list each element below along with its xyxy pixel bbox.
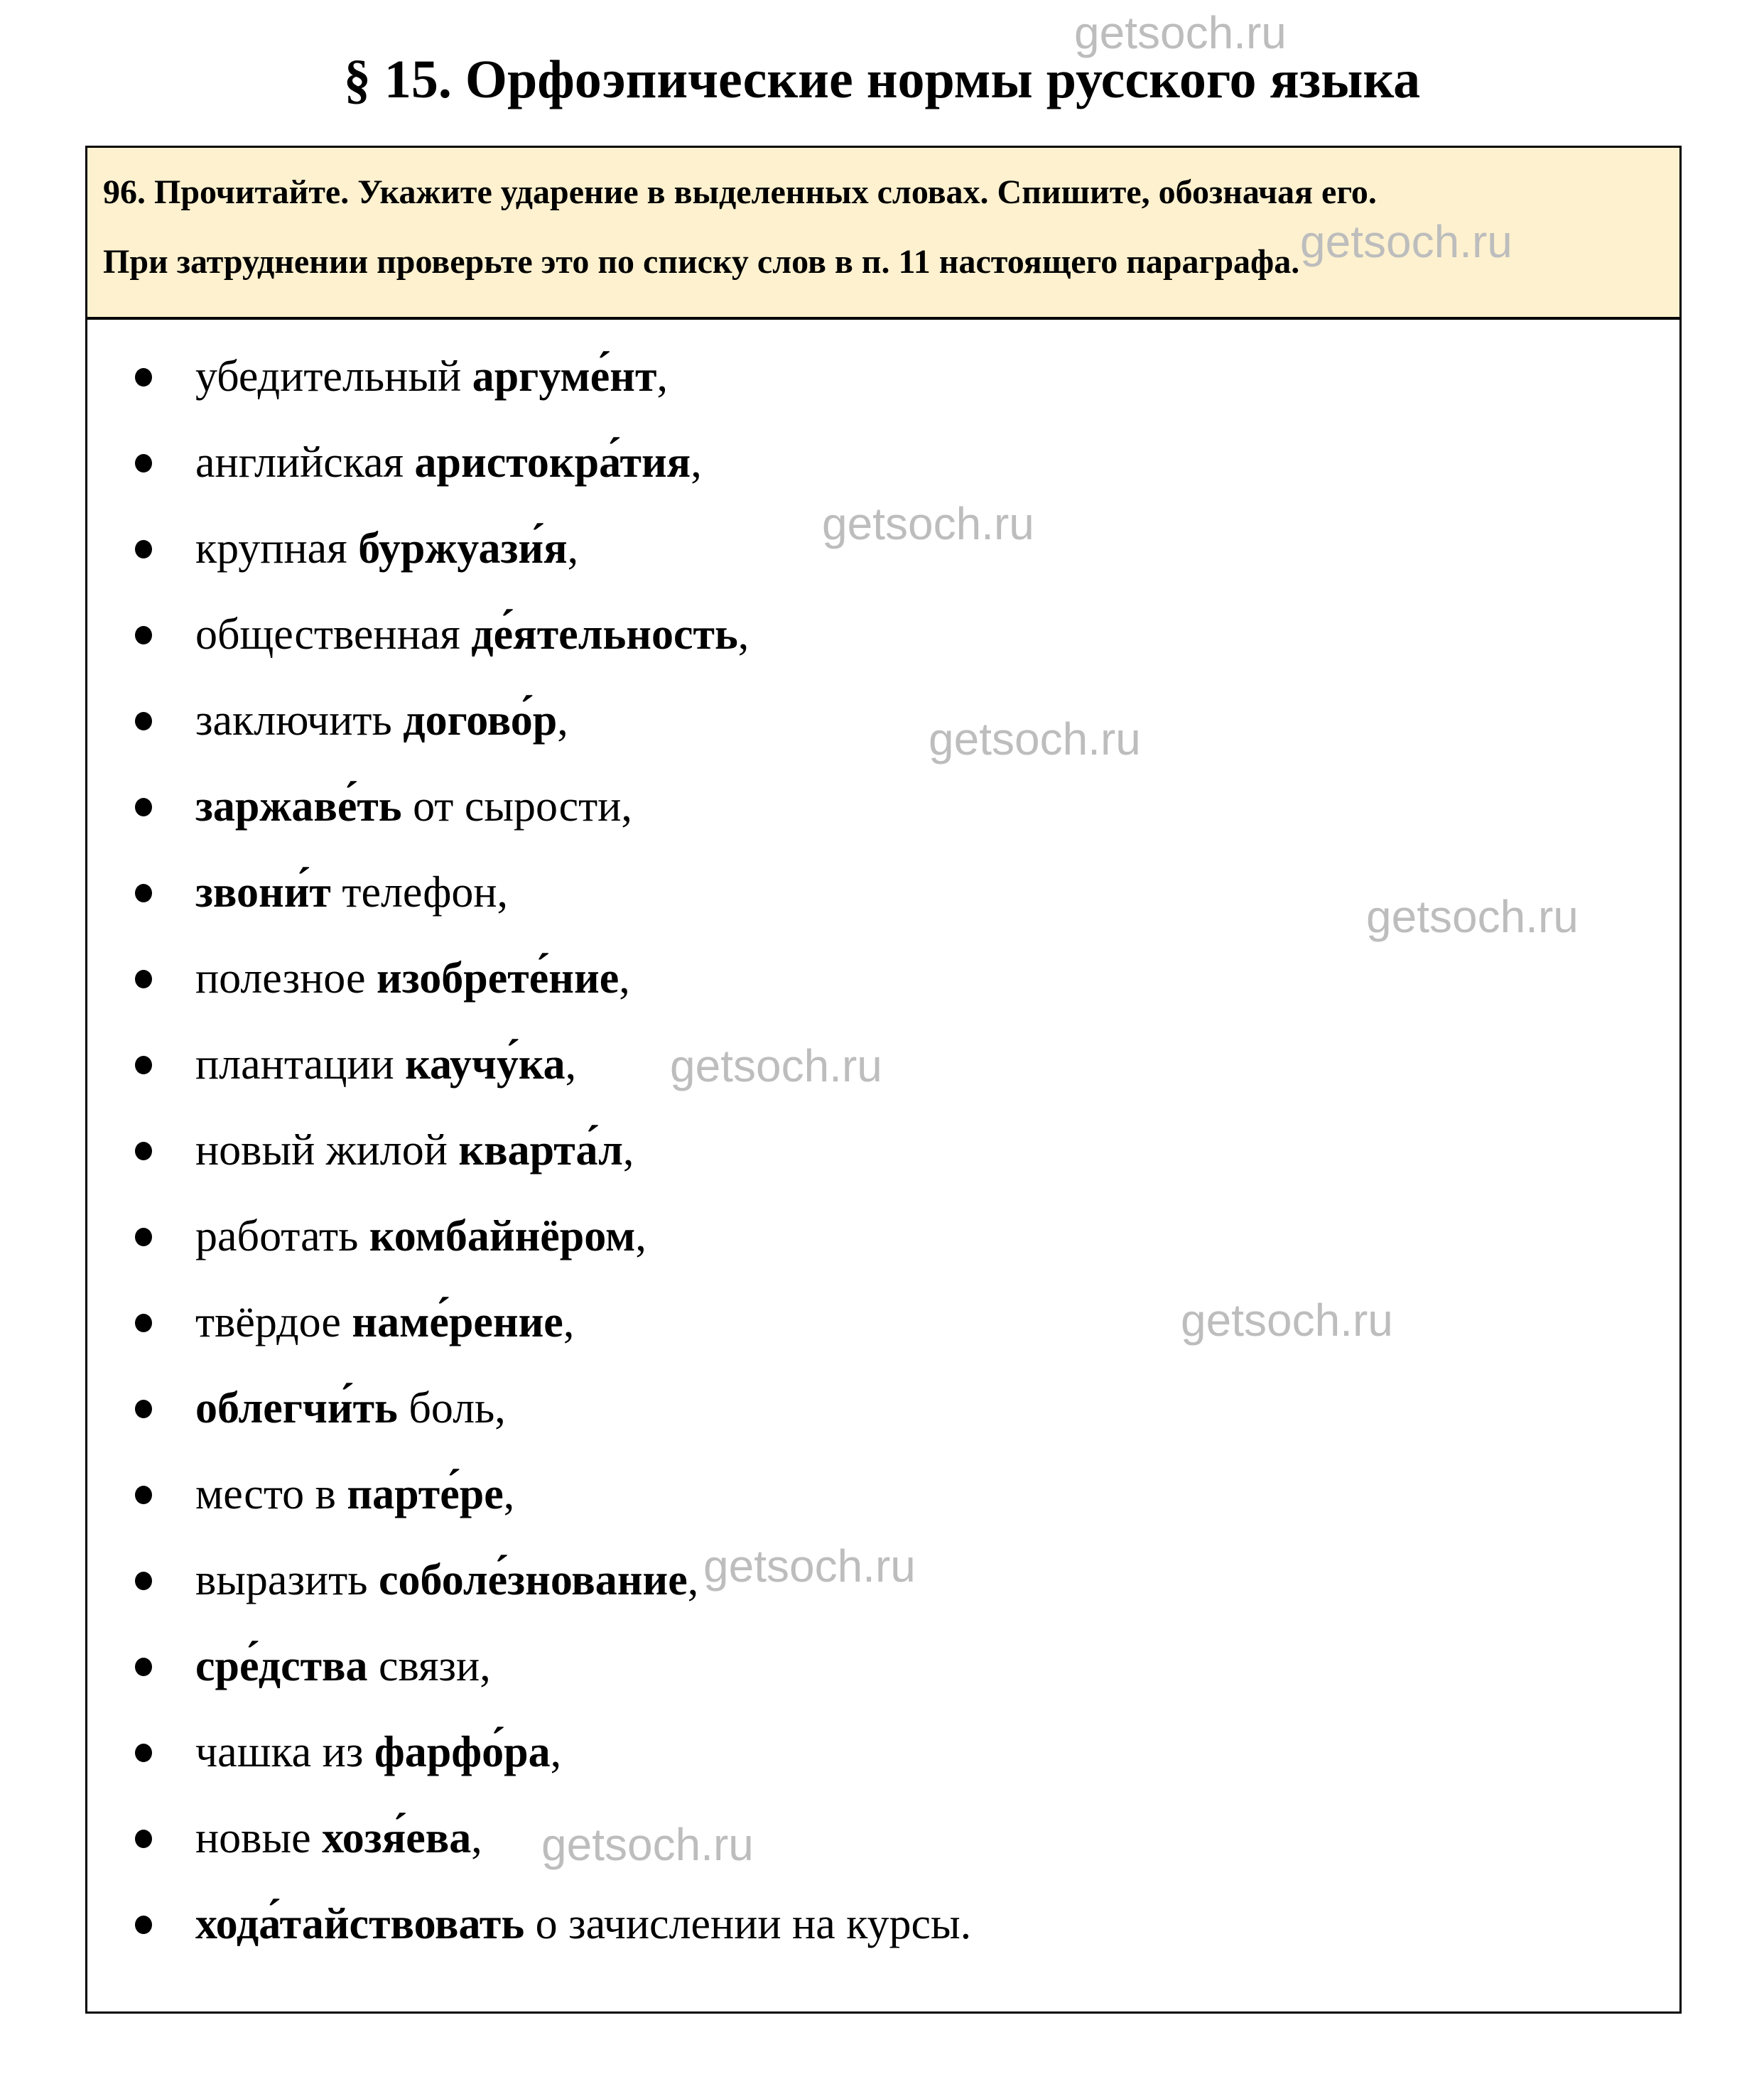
item-stressed-word: хозя́ева	[322, 1814, 472, 1862]
item-text-rest: боль,	[397, 1384, 506, 1432]
item-text-plain: выразить	[195, 1556, 379, 1604]
list-item	[87, 334, 971, 420]
watermark: getsoch.ru	[1366, 891, 1579, 942]
item-text-rest: ,	[563, 1298, 575, 1346]
bullet-icon	[135, 1916, 152, 1934]
task-line-1: 96. Прочитайте. Укажите ударение в выделенных словах. Спишите, обозначая его.	[103, 173, 1377, 211]
bullet-icon	[135, 1572, 152, 1590]
bullet-icon	[135, 884, 152, 902]
bullet-icon	[135, 1744, 152, 1762]
item-stressed-word: парте́ре	[347, 1470, 504, 1518]
item-stressed-word: де́ятельность	[471, 610, 738, 659]
item-stressed-word: облегчи́ть	[195, 1384, 398, 1432]
bullet-icon	[135, 1400, 152, 1418]
item-stressed-word: соболе́знование	[379, 1556, 688, 1604]
bullet-icon	[135, 1658, 152, 1676]
bullet-icon	[135, 1228, 152, 1246]
exercise-box	[85, 146, 1682, 2014]
item-stressed-word: хода́тайствовать	[195, 1900, 525, 1948]
list-item	[87, 1280, 971, 1366]
item-text-rest: телефон,	[330, 868, 509, 917]
bullet-icon	[135, 540, 152, 558]
item-text-plain: новые	[195, 1814, 323, 1862]
item-text-plain: полезное	[195, 954, 377, 1003]
bullet-icon	[135, 970, 152, 988]
list-item	[87, 1796, 971, 1881]
item-stressed-word: аристокра́тия	[414, 438, 691, 487]
watermark: getsoch.ru	[1074, 7, 1287, 58]
list-item	[87, 1452, 971, 1538]
list-item	[87, 1366, 971, 1452]
bullet-icon	[135, 1142, 152, 1160]
item-stressed-word: каучу́ка	[405, 1040, 566, 1089]
item-text-rest: ,	[567, 524, 579, 573]
item-text-rest: ,	[622, 1126, 634, 1174]
item-text-plain: общественная	[195, 610, 472, 659]
watermark: getsoch.ru	[703, 1540, 916, 1592]
bullet-icon	[135, 1314, 152, 1332]
item-text-rest: от сырости,	[401, 782, 632, 831]
bullet-icon	[135, 1486, 152, 1504]
item-text-plain: работать	[195, 1212, 369, 1260]
item-text-plain: заключить	[195, 696, 404, 745]
list-item	[87, 936, 971, 1022]
item-text-plain: новый жилой	[195, 1126, 459, 1174]
item-text-rest: ,	[503, 1470, 515, 1518]
watermark: getsoch.ru	[929, 713, 1141, 765]
item-text-rest: о зачислении на курсы.	[524, 1900, 972, 1948]
watermark: getsoch.ru	[1181, 1295, 1393, 1346]
list-item	[87, 764, 971, 850]
word-list	[87, 334, 971, 1967]
bullet-icon	[135, 626, 152, 644]
item-stressed-word: сре́дства	[195, 1642, 368, 1690]
list-item	[87, 1624, 971, 1710]
watermark: getsoch.ru	[1300, 216, 1513, 267]
item-stressed-word: аргуме́нт	[472, 352, 657, 401]
item-text-plain: английская	[195, 438, 415, 487]
item-text-rest: ,	[635, 1212, 646, 1260]
item-stressed-word: фарфо́ра	[374, 1728, 551, 1776]
item-stressed-word: комбайнёром	[369, 1212, 636, 1260]
list-item	[87, 1194, 971, 1280]
item-text-plain: крупная	[195, 524, 359, 573]
page-title: § 15. Орфоэпические нормы русского языка	[343, 50, 1421, 109]
item-text-plain: место в	[195, 1470, 347, 1518]
item-text-rest: ,	[737, 610, 750, 659]
list-item	[87, 850, 971, 936]
item-stressed-word: догово́р	[403, 696, 558, 745]
bullet-icon	[135, 712, 152, 730]
bullet-icon	[135, 798, 152, 816]
item-text-rest: ,	[565, 1040, 577, 1089]
item-text-rest: связи,	[367, 1642, 491, 1690]
item-text-rest: ,	[550, 1728, 562, 1776]
bullet-icon	[135, 1056, 152, 1074]
item-text-plain: плантации	[195, 1040, 406, 1089]
list-item	[87, 420, 971, 506]
item-text-plain: чашка из	[195, 1728, 374, 1776]
item-stressed-word: наме́рение	[352, 1298, 563, 1346]
watermark: getsoch.ru	[822, 498, 1034, 549]
list-item	[87, 678, 971, 764]
item-stressed-word: звони́т	[195, 868, 331, 917]
item-stressed-word: буржуази́я	[358, 524, 568, 573]
watermark: getsoch.ru	[670, 1040, 882, 1091]
item-text-rest: ,	[687, 1556, 699, 1604]
bullet-icon	[135, 1830, 152, 1848]
bullet-icon	[135, 368, 152, 387]
item-text-rest: ,	[691, 438, 702, 487]
list-item	[87, 1881, 971, 1967]
item-text-plain: твёрдое	[195, 1298, 352, 1346]
list-item	[87, 592, 971, 678]
item-stressed-word: изобрете́ние	[377, 954, 619, 1003]
item-text-rest: ,	[557, 696, 568, 745]
item-text-plain: убедительный	[195, 352, 472, 401]
item-text-rest: ,	[619, 954, 630, 1003]
item-text-rest: ,	[471, 1814, 482, 1862]
watermark: getsoch.ru	[541, 1819, 754, 1870]
bullet-icon	[135, 454, 152, 472]
item-stressed-word: кварта́л	[458, 1126, 623, 1174]
task-line-2: При затруднении проверьте это по списку слов в п. 11 настоящего параграфа.	[103, 243, 1300, 281]
item-stressed-word: заржаве́ть	[195, 782, 402, 831]
list-item	[87, 1108, 971, 1194]
list-item	[87, 1710, 971, 1796]
item-text-rest: ,	[656, 352, 668, 401]
